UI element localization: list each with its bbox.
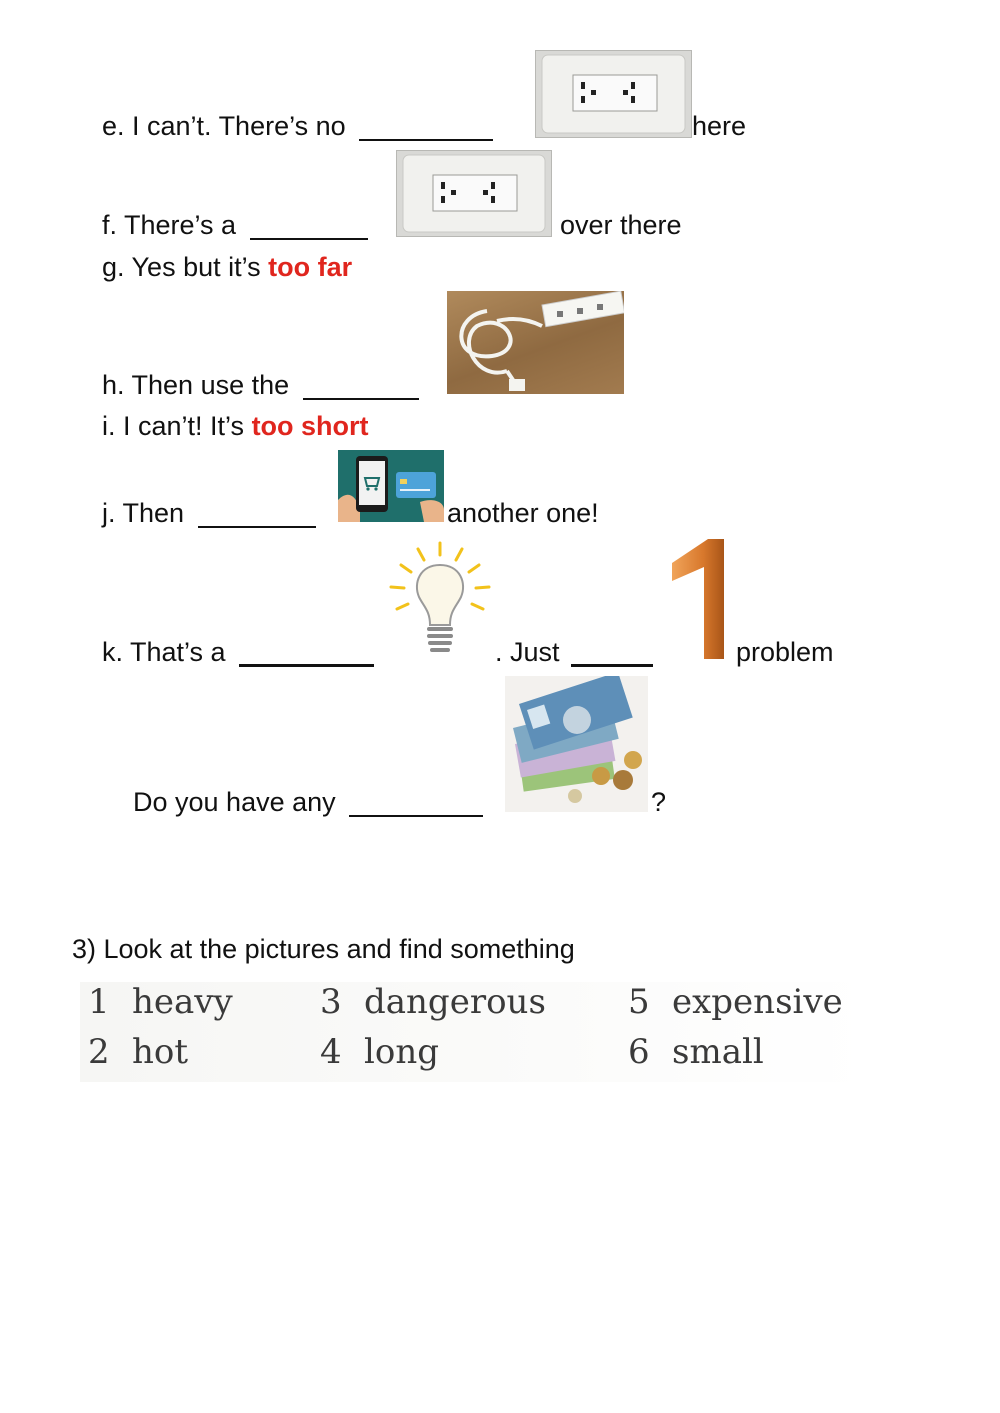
blank-k-1[interactable] bbox=[239, 640, 374, 667]
word-item bbox=[628, 982, 843, 1022]
word-text: expensive bbox=[672, 982, 843, 1022]
wall-socket-image-e bbox=[535, 50, 692, 138]
sentence-money-end: ? bbox=[651, 787, 667, 817]
sentence-e-end: here bbox=[692, 111, 747, 141]
sentence-j-end: another one! bbox=[447, 498, 599, 528]
word-number: 5 bbox=[628, 982, 650, 1022]
sentence-k-middle bbox=[495, 636, 653, 668]
sentence-i bbox=[102, 410, 369, 442]
sentence-k-middle-text: . Just bbox=[495, 637, 560, 667]
extension-cord-image bbox=[447, 291, 624, 394]
section-3-heading: 3) Look at the pictures and find something bbox=[72, 934, 575, 964]
blank-money[interactable] bbox=[349, 791, 483, 817]
blank-f[interactable] bbox=[250, 214, 368, 240]
blank-k-2[interactable] bbox=[571, 640, 653, 667]
sentence-f-end: over there bbox=[560, 210, 682, 240]
word-number: 2 bbox=[88, 1032, 110, 1072]
word-number: 4 bbox=[320, 1032, 342, 1072]
word-text: long bbox=[364, 1032, 440, 1072]
sentence-e bbox=[102, 110, 493, 142]
sentence-f bbox=[102, 209, 368, 241]
word-number: 6 bbox=[628, 1032, 650, 1072]
sentence-j-text: j. Then bbox=[102, 498, 185, 528]
sentence-k-end: problem bbox=[736, 637, 834, 667]
word-text: heavy bbox=[132, 982, 233, 1022]
word-text: dangerous bbox=[364, 982, 546, 1022]
word-number: 3 bbox=[320, 982, 342, 1022]
sentence-j bbox=[102, 497, 316, 529]
sentence-g-text: g. Yes but it’s bbox=[102, 252, 269, 282]
sentence-h-text: h. Then use the bbox=[102, 370, 290, 400]
sentence-money bbox=[133, 786, 483, 818]
word-item bbox=[628, 1032, 764, 1072]
sentence-k-text: k. That’s a bbox=[102, 637, 226, 667]
word-item bbox=[88, 982, 233, 1022]
sentence-e-text: e. I can’t. There’s no bbox=[102, 111, 346, 141]
blank-h[interactable] bbox=[303, 374, 419, 400]
sentence-f-text: f. There’s a bbox=[102, 210, 237, 240]
word-text: small bbox=[672, 1032, 764, 1072]
light-bulb-icon bbox=[385, 541, 495, 665]
sentence-k bbox=[102, 636, 374, 668]
highlight-too-far: too far bbox=[268, 252, 353, 282]
sentence-i-text: i. I can’t! It’s bbox=[102, 411, 252, 441]
word-number: 1 bbox=[88, 982, 110, 1022]
wall-socket-image-f bbox=[396, 150, 552, 237]
sentence-h bbox=[102, 369, 419, 401]
word-item bbox=[320, 982, 546, 1022]
word-list bbox=[80, 982, 870, 1082]
money-image bbox=[505, 676, 648, 812]
blank-e[interactable] bbox=[359, 115, 493, 141]
word-text: hot bbox=[132, 1032, 189, 1072]
highlight-too-short: too short bbox=[251, 411, 369, 441]
online-shopping-image bbox=[338, 450, 444, 522]
word-item bbox=[88, 1032, 188, 1072]
sentence-money-text: Do you have any bbox=[133, 787, 336, 817]
number-one-graphic bbox=[668, 537, 730, 663]
sentence-g bbox=[102, 251, 352, 283]
blank-j[interactable] bbox=[198, 502, 316, 528]
word-item bbox=[320, 1032, 439, 1072]
